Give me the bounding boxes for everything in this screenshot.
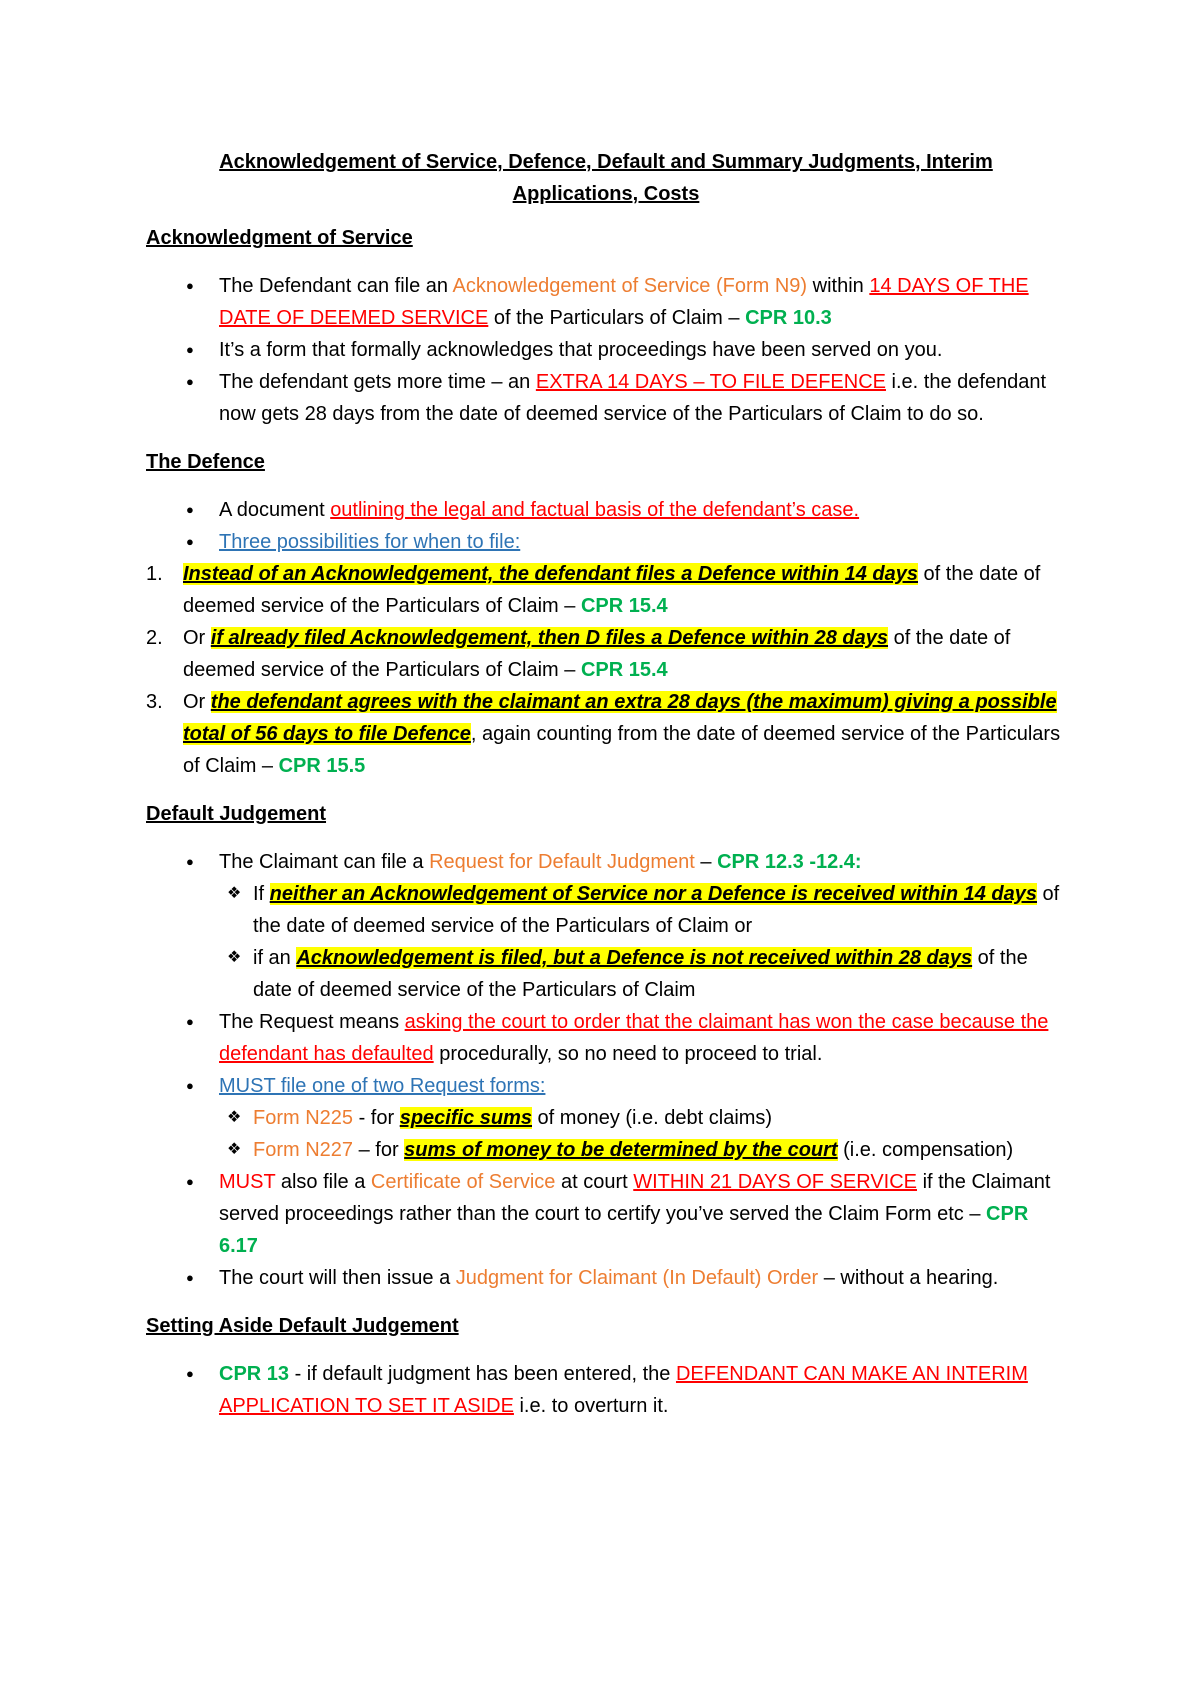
text-run: - for [353,1107,400,1129]
text-run: if an [253,947,297,969]
styled-text-run: outlining the legal and factual basis of the defendant’s case. [330,499,860,521]
text-run: – for [353,1139,405,1161]
text-run: if the Claimant served proceedings rather than the court to certify you’ve served the Claim Form etc – [219,1171,1051,1225]
styled-text-run: MUST [219,1171,276,1193]
styled-text-run: the defendant agrees with the claimant an extra 28 days (the maximum) giving a possible total of 56 days to file Defence [183,691,1057,745]
styled-text-run: Certificate of Service [370,1171,556,1193]
styled-text-run: specific sums [399,1107,532,1129]
bullet-item [146,526,1066,558]
bullet-item [146,846,1066,1006]
text-run: within [807,275,870,297]
section-heading: Acknowledgment of Service [146,227,413,249]
styled-text-run: 14 DAYS OF THE DATE OF DEEMED SERVICE [219,275,1029,329]
section-acknowledgment-of-service [146,222,1066,430]
text-run: The Request means [219,1011,405,1033]
section-the-defence [146,446,1066,782]
bullet-list [146,494,1066,558]
styled-text-run: EXTRA 14 DAYS – TO FILE DEFENCE [535,371,886,393]
styled-text-run: MUST file one of two Request forms: [219,1075,546,1097]
text-run: (i.e. compensation) [837,1139,1014,1161]
sub-bullet-list [219,1102,1066,1166]
styled-text-run: Acknowledgement is filed, but a Defence is not received within 28 days [296,947,973,969]
bullet-item [146,1070,1066,1166]
styled-text-run: WITHIN 21 DAYS OF SERVICE [633,1171,918,1193]
text-run: i.e. to overturn it. [513,1395,669,1417]
section-setting-aside-default-judgement [146,1310,1066,1422]
styled-text-run: Request for Default Judgment [429,851,695,873]
text-run: Or [183,627,211,649]
bullet-item [146,334,1066,366]
text-run: of money (i.e. debt claims) [532,1107,773,1129]
styled-text-run: CPR 15.5 [278,755,366,777]
text-run: The Defendant can file an [219,275,453,297]
document-title [146,146,1066,210]
bullet-item [146,1358,1066,1422]
sub-bullet-list [219,878,1066,1006]
section-heading: Default Judgement [146,803,327,825]
item-number: 1. [146,563,163,585]
numbered-item [146,686,1066,782]
text-run: – without a hearing. [818,1267,999,1289]
text-run: Or [183,691,211,713]
styled-text-run: Three possibilities for when to file: [219,531,521,553]
text-run: It’s a form that formally acknowledges that proceedings have been served on you. [219,339,943,361]
sub-bullet-item [219,942,1066,1006]
section-heading: Setting Aside Default Judgement [146,1315,459,1337]
styled-text-run: if already filed Acknowledgement, then D files a Defence within 28 days [210,627,889,649]
text-run: The Claimant can file a [219,851,430,873]
document-body [146,222,1066,1422]
styled-text-run: sums of money to be determined by the court [404,1139,838,1161]
sub-bullet-item [219,1102,1066,1134]
text-run: – [694,851,718,873]
title-line-2: Applications, Costs [512,183,700,205]
styled-text-run: CPR 13 [219,1363,290,1385]
styled-text-run: CPR 15.4 [580,595,668,617]
bullet-item [146,366,1066,430]
bullet-list [146,846,1066,1294]
section-heading: The Defence [146,451,265,473]
bullet-list [146,270,1066,430]
bullet-item [146,270,1066,334]
styled-text-run: Form N227 [253,1139,354,1161]
numbered-item [146,622,1066,686]
bullet-item [146,1166,1066,1262]
sub-bullet-item [219,1134,1066,1166]
text-run: of the Particulars of Claim – [488,307,746,329]
text-run: at court [555,1171,634,1193]
styled-text-run: CPR 6.17 [219,1203,1029,1257]
text-run: The court will then issue a [219,1267,456,1289]
text-run: - if default judgment has been entered, the [289,1363,676,1385]
numbered-item [146,558,1066,622]
styled-text-run: asking the court to order that the claimant has won the case because the defendant has defaulted [219,1011,1049,1065]
document-page [146,146,1066,1438]
sub-bullet-item [219,878,1066,942]
bullet-list [146,1358,1066,1422]
text-run: procedurally, so no need to proceed to trial. [433,1043,823,1065]
bullet-item [146,1262,1066,1294]
item-number: 2. [146,627,163,649]
item-number: 3. [146,691,163,713]
text-run: of the date of deemed service of the Particulars of Claim [253,947,1028,1001]
text-run: of the date of deemed service of the Particulars of Claim – [183,627,1011,681]
styled-text-run: Instead of an Acknowledgement, the defendant files a Defence within 14 days [183,563,918,585]
styled-text-run: CPR 15.4 [580,659,668,681]
styled-text-run: DEFENDANT CAN MAKE AN INTERIM APPLICATION TO SET IT ASIDE [219,1363,1028,1417]
text-run: i.e. the defendant now gets 28 days from the date of deemed service of the Particulars of Claim to do so. [219,371,1047,425]
text-run: A document [219,499,331,521]
title-line-1: Acknowledgement of Service, Defence, Default and Summary Judgments, Interim [219,151,993,173]
bullet-item [146,1006,1066,1070]
styled-text-run: Form N225 [253,1107,354,1129]
styled-text-run: CPR 12.3 -12.4: [717,851,862,873]
styled-text-run: Judgment for Claimant (In Default) Order [455,1267,819,1289]
text-run: If [253,883,270,905]
text-run: The defendant gets more time – an [219,371,536,393]
text-run: of the date of deemed service of the Particulars of Claim – [183,563,1041,617]
text-run: also file a [275,1171,371,1193]
text-run: , again counting from the date of deemed service of the Particulars of Claim – [183,723,1061,777]
styled-text-run: CPR 10.3 [745,307,832,329]
styled-text-run: neither an Acknowledgement of Service nor a Defence is received within 14 days [269,883,1037,905]
numbered-list [146,558,1066,782]
bullet-item [146,494,1066,526]
styled-text-run: Acknowledgement of Service (Form N9) [452,275,808,297]
section-default-judgement [146,798,1066,1294]
text-run: of the date of deemed service of the Particulars of Claim or [253,883,1060,937]
